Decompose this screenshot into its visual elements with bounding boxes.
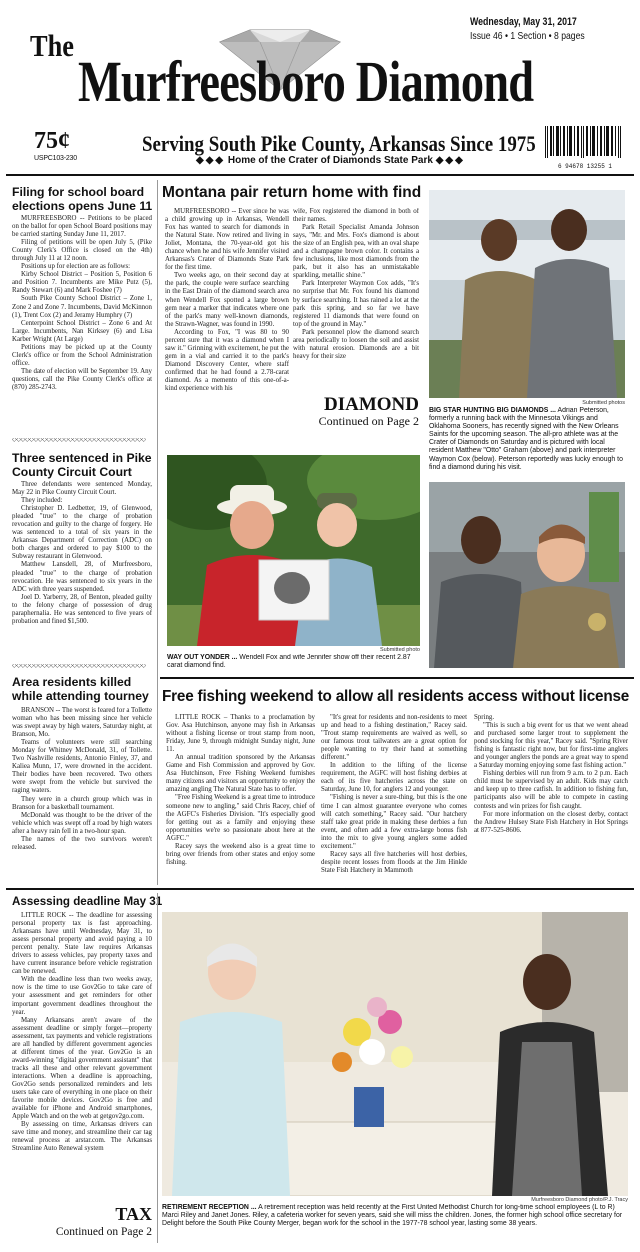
montana-col2 (293, 208, 419, 393)
paragraph: By assessing on time, Arkansas drivers can save time and money, and streamline their car tag renewal process at arstar.com. The Arkansas Streamline Auto Renewal system (12, 1121, 152, 1153)
fox-photo-credit: Submitted photo (379, 647, 420, 653)
paragraph: Racey says the weekend also is a great time to bring over friends from other states and enjoy some fishing. (166, 842, 315, 866)
peterson-graham-photo (429, 190, 625, 398)
paragraph: "Free Fishing Weekend is a great time to introduce someone new to angling," said Chris Racey, chief of the AGFC's Fisheries Division. "It's especially good for getting out as a family and enjoying these opportunities we're so passionate about here at the AGFC." (166, 794, 315, 842)
fishing-col3 (474, 714, 628, 888)
paragraph: Three defendants were sentenced Monday, May 22 in Pike County Circuit Court. (12, 481, 152, 497)
paragraph: Christopher D. Ledbetter, 19, of Glenwood, pleaded "true" to the charge of probation revocation and guilty to the charge of forgery. He was sentenced to a total of six years in the Arkansas Department of Correction (ADC) on both charges and ordered to pay $100 to the Subway restaurant in Glenwood. (12, 505, 152, 561)
paragraph: Spring. (474, 714, 495, 721)
masthead-rule (6, 174, 634, 176)
paragraph: With the deadline less than two weeks away, now is the time to use Gov2Go to take care of your assessment and get reminders for other important government deadlines throughout the year. (12, 976, 152, 1016)
paragraph: MURFREESBORO -- Ever since he was a child growing up in Arkansas, Wendell Fox has wanted to search for diamonds in the Natural State. Now retired and living in Joliet, Montana, the 70-year-old got his chance when he and his wife Jennifer visited Arkansas's Crater of Diamonds State Park for the first time. (165, 208, 289, 272)
paragraph: According to Fox, "I was 80 to 90 percent sure that it was a diamond when I saw it." Grinning with excitement, he put the gem in a vial and carried it to the park's Diamond Discovery Center, where staff confirmed that he had found a 2.78-carat diamond. As a memento of this one-of-a-kind experience with his (165, 328, 289, 393)
divider: ◇◇◇◇◇◇◇◇◇◇◇◇◇◇◇◇◇◇◇◇◇◇◇◇◇◇◇◇◇◇◇ (12, 438, 146, 442)
retirement-photo (162, 912, 628, 1196)
masthead-title: Murfreesboro Diamond (78, 49, 534, 114)
paragraph: Park Retail Specialist Amanda Johnson says, "Mr. and Mrs. Fox's diamond is about the size of an English pea, with an oval shape and a champagne brown color. It contains a few inclusions, like most diamonds from the park, but it also has an unmistakable sparkling, metallic shine." (293, 224, 419, 280)
masthead-date: Wednesday, May 31, 2017 (470, 16, 577, 28)
section-rule (160, 677, 634, 679)
paragraph: Centerpoint School District – Zone 6 and At Large. Incumbents, Nan Kirksey (6) and Lisa Karber Wright (At Large) (12, 319, 152, 343)
uspc: USPC103-230 (34, 155, 77, 162)
paragraph: Racey says all five hatcheries will host derbies, despite recent losses from floods at the Jim Hinkle State Fish Hatchery in Mammoth (321, 850, 467, 874)
diamond-bullets-left-icon: ◆◆◆ (196, 155, 226, 166)
paragraph: Kirby School District – Position 5, Position 6 and Position 7. Incumbents are Mike Putz (5), Randy Stewart (6) and Mark Foshee (7) (12, 271, 152, 295)
peterson-graham-photo-graphic (429, 190, 625, 398)
tax-jump-text: Continued on Page 2 (55, 1226, 152, 1238)
paragraph: Park personnel plow the diamond search area periodically to loosen the soil and assist with natural erosion. Diamonds are a bit heavy for their size (293, 328, 419, 360)
subtag: Home of the Crater of Diamonds State Park (227, 155, 433, 166)
paragraph: In addition to the lifting of the license requirement, the AGFC will host fishing derbies at each of its five hatcheries across the state on Saturday, June 10, for anglers 12 and younger. (321, 762, 467, 794)
fishing-col1 (166, 714, 315, 888)
paragraph: "This is such a big event for us that we went ahead and purchased some larger trout to supplement the pond stocking for this year," Racey said. "Spring River fishing is fantastic right now, but for first-time anglers and younger anglers the ponds are a great way to spend a Saturday morning enjoying some fast fishing action." (474, 722, 628, 770)
column-rule (157, 180, 158, 885)
paragraph: Positions up for election are as follows: (21, 263, 131, 271)
sentenced-body (12, 481, 152, 657)
paragraph: Matthew Lansdell, 28, of Murfreesboro, pleaded "true" to the charge of probation revocation. He was sentenced to six years in the ADC with three years suspended. (12, 561, 152, 593)
masthead-the: The (30, 28, 74, 63)
bigstar-caption (429, 407, 628, 480)
killed-headline: Area residents killed while attending tourney (12, 675, 149, 703)
paragraph: Two weeks ago, on their second day at the park, the couple were surface searching in the East Drain of the diamond search area when Wendell Fox spotted a large brown gem near a marker that indicates where one of the park's many well-known diamonds, the Strawn-Wagner, was found in 1990. (165, 272, 289, 328)
paragraph: Teams of volunteers were still searching Monday for Whitney McDonald, 31, of Tollette. Two Nashville residents, Antonio Finley, 37, and Kaliea Munn, 17, were drowned in the accident. Their bodies have been recovered. Two others were swept from the vehicle but survived the raging waters. (12, 739, 152, 795)
paragraph: They included: (21, 497, 63, 505)
caption-lead: WAY OUT YONDER ... (167, 654, 238, 661)
election-body (12, 215, 152, 429)
paragraph: Fishing derbies will run from 9 a.m. to 2 p.m. Each child must be supervised by an adult. Kids may catch and keep up to three catfish. In addition to fishing fun, participants also will be able to compete in casting contests and win prizes for fish caught. (474, 770, 628, 810)
subtag-row (196, 155, 465, 166)
paragraph: South Pike County School District – Zone 1, Zone 2 and Zone 7. Incumbents, David McKinnon (1), Trent Cox (2) and Jeramy Humphry (7) (12, 295, 152, 319)
fishing-col2 (321, 714, 467, 888)
assessing-body (12, 912, 152, 1202)
caption-lead: RETIREMENT RECEPTION ... (162, 1204, 257, 1211)
diamond-jump-text: Continued on Page 2 (318, 414, 419, 428)
paragraph: LITTLE ROCK – Thanks to a proclamation by Gov. Asa Hutchinson, anyone may fish in Arkansas without a fishing license or trout stamp from noon, Friday, June 9, through midnight Sunday night, June 11. (166, 714, 315, 754)
paragraph: An annual tradition sponsored by the Arkansas Game and Fish Commission and approved by Gov. Asa Hutchinson, Free Fishing Weekend furnishes many citizens and visitors an opportunity to enjoy the amazing angling The Natural State has to offer. (166, 754, 315, 794)
price: 75¢ (34, 128, 70, 154)
caption-text: Adrian Peterson, formerly a running back with the Minnesota Vikings and Oklahoma Sooners, has recently signed with the New Orleans Saints for the upcoming season. The all-pro athlete was at the Crater of Diamonds on Saturday and is pictured with local resident Matthew "Otto" Graham (above) and park interpreter Waymon Cox (below). Peterson reportedly was lucky enough to find a diamond during his visit. (429, 407, 623, 471)
tax-jump-word: TAX (115, 1204, 152, 1224)
divider: ◇◇◇◇◇◇◇◇◇◇◇◇◇◇◇◇◇◇◇◇◇◇◇◇◇◇◇◇◇◇◇ (12, 664, 146, 668)
paragraph: Many Arkansans aren't aware of the assessment deadline or simply forget—property assessment, tax payments and vehicle registrations are all handled by different government agencies at different times of the year. Gov2Go is an award-winning "digital government assistant" that tracks all these and other relevant government interactions. When a deadline is approaching, Gov2Go sends personalized reminders and lets users take care of everything in one place on their favorite mobile devices. Gov2Go is free and available for iPhone and Android smartphones, Apple Watch and on the web at getgov2go.com. (12, 1016, 152, 1121)
diamond-jump-word: DIAMOND (324, 394, 419, 415)
barcode (542, 124, 628, 168)
column-rule (157, 893, 158, 1243)
paragraph: "Fishing is never a sure-thing, but this is the one time I can almost guarantee everyone who comes will catch something," Racey said. "Our hatchery staff take great pride in making these derbies a fun event, and often add a few extra-large bonus fish into the mix to give young anglers some added excitement." (321, 794, 467, 850)
retirement-photo-credit: Murfreesboro Diamond photo/P.J. Tracy (531, 1197, 628, 1203)
paragraph: BRANSON -- The worst is feared for a Tollette woman who has been missing since her vehicle was swept away by high waters, Saturday night, at Branson, Mo. (12, 707, 152, 739)
caption-text: A retirement reception was held recently at the First United Methodist Church for long-time school employees (L to R) Marci Riley and Janet Jones. Riley, a cafeteria worker for seven years, said she will miss the children. Jones, the former high school office secretary for Delight before the South Pike County Merger, began work for the school in the 1977-78 school year, lasting some 38 years. (162, 1204, 623, 1228)
peterson-cox-photo-graphic (429, 482, 625, 668)
sentenced-headline: Three sentenced in Pike County Circuit Court (12, 451, 152, 479)
paragraph: wife, Fox registered the diamond in both of their names. (293, 208, 419, 224)
fishing-headline: Free fishing weekend to allow all residents access without license (162, 688, 630, 705)
paragraph: MURFREESBORO -- Petitions to be placed on the ballot for open School Board positions may be carried starting Sunday June 11, 2017. (12, 215, 152, 239)
killed-body (12, 707, 152, 883)
paragraph: The date of election will be September 19. Any questions, call the Pike County Clerk's office at (870) 285-2743. (12, 367, 152, 391)
paragraph: LITTLE ROCK -- The deadline for assessing personal property tax is fast approaching. Arkansans have until Wednesday, May 31, to assess personal property and avoid paying a 10 percent penalty. State law requires Arkansas drivers to assess vehicles, pay property taxes and have current insurance before vehicle registration can be renewed. (12, 912, 152, 976)
tagline: Serving South Pike County, Arkansas Since 1975 (142, 131, 536, 156)
paragraph: The names of the two survivors weren't released. (12, 835, 152, 851)
caption-text: Wendell Fox and wife Jennifer show off their recent 2.87 carat diamond find. (167, 654, 411, 670)
paragraph: For more information on the closest derby, contact the Andrew Hulsey State Fish Hatchery in Hot Springs at 877-525-8606. (474, 810, 628, 834)
paragraph: "It's great for residents and non-residents to meet up and head to a fishing destination," Racey said. "Trout stamp requirements are waived as well, so our famous trout tailwaters are a great option for people wanting to try their hand at something different." (321, 714, 467, 762)
barcode-number: 6 94678 13255 1 (557, 163, 612, 170)
diamond-bullets-right-icon: ◆◆◆ (435, 155, 465, 166)
montana-headline: Montana pair return home with find (162, 184, 422, 201)
fox-couple-photo (167, 455, 420, 646)
caption-lead: BIG STAR HUNTING BIG DIAMONDS ... (429, 407, 556, 414)
paragraph: They were in a church group which was in Branson for a basketball tournament. (12, 795, 152, 811)
retirement-caption (162, 1204, 630, 1248)
peterson-cox-photo (429, 482, 625, 668)
paragraph: Joel D. Yarberry, 28, of Benton, pleaded guilty to the felony charge of possession of drug paraphernalia. He was sentenced to five years of probation and fined $1,500. (12, 593, 152, 625)
paragraph: McDonald was thought to be the driver of the vehicle which was swept off a road by high waters after a heavy rain fell in a two-hour span. (12, 811, 152, 835)
masthead-issue: Issue 46 • 1 Section • 8 pages (470, 30, 585, 42)
barcode-icon (542, 124, 628, 160)
fox-couple-photo-graphic (167, 455, 420, 646)
montana-col1 (165, 208, 289, 449)
section-rule (6, 888, 634, 890)
assessing-headline: Assessing deadline May 31 (12, 895, 163, 908)
paragraph: Filing of petitions will be open July 5, (Pike County Clerk's Office is closed on the 4th) through July 11 at 12 noon. (12, 239, 152, 263)
fox-photo-caption (167, 654, 420, 672)
paragraph: Petitions may be picked up at the County Clerk's office or from the School Administration office. (12, 343, 152, 367)
bigstar-photo-credit: Submitted photos (582, 400, 625, 406)
retirement-photo-graphic (162, 912, 628, 1196)
election-headline: Filing for school board elections opens June 11 (12, 185, 153, 213)
paragraph: Park Interpreter Waymon Cox adds, "It's no surprise that Mr. Fox found his diamond by surface searching. It has rained a lot at the park this spring, and so far we have registered 11 diamonds that were found on top of the ground in May." (293, 280, 419, 328)
